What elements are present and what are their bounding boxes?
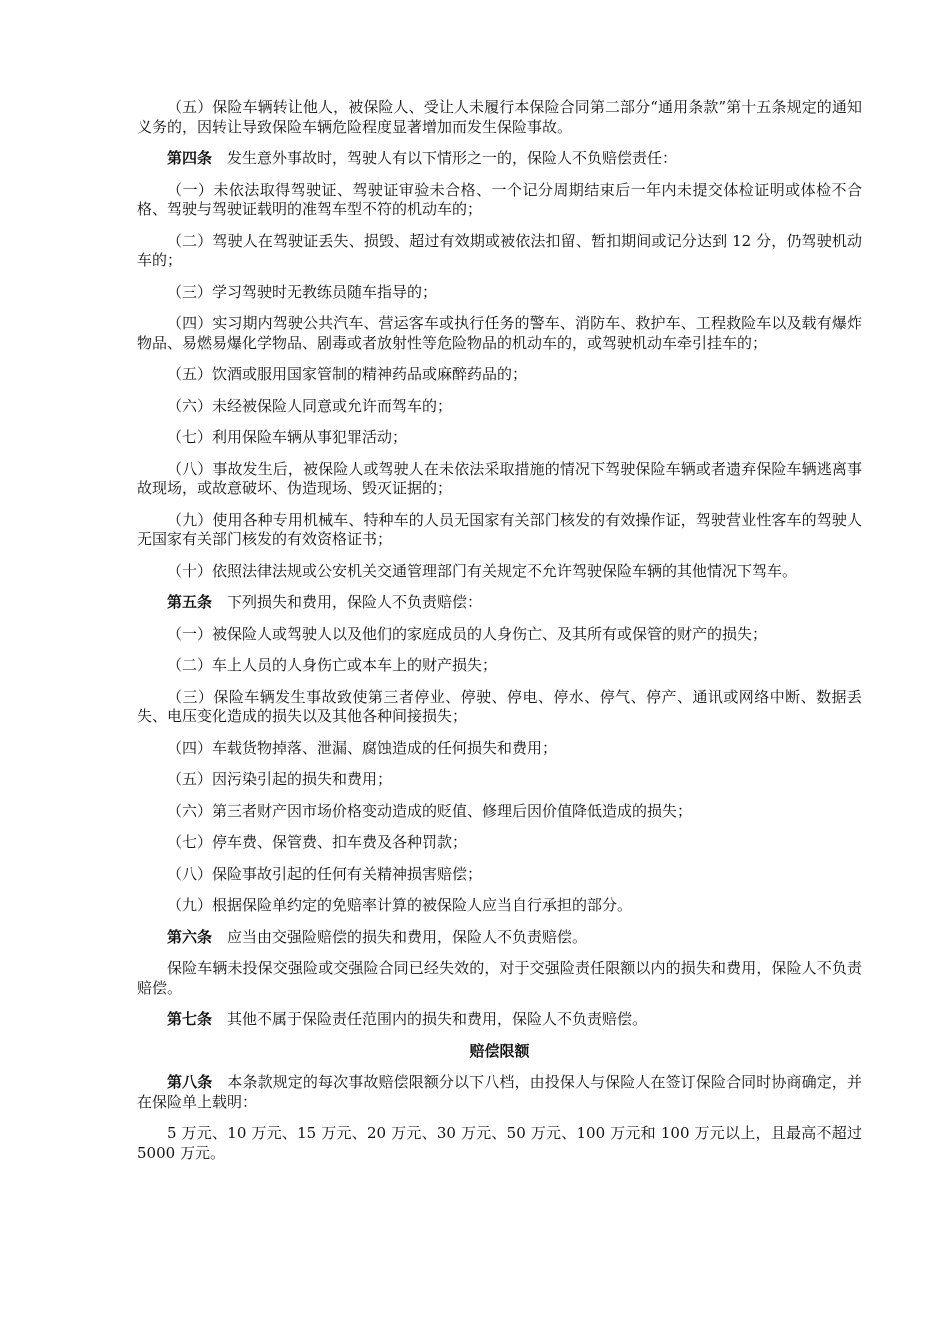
clause-paragraph [137, 1124, 862, 1163]
paragraph-text: （二）车上人员的人身伤亡或本车上的财产损失； [167, 656, 498, 674]
article-paragraph [137, 928, 862, 948]
clause-paragraph [137, 688, 862, 727]
paragraph-text: （六）未经被保险人同意或允许而驾车的； [167, 396, 453, 415]
article-number: 第六条 [167, 927, 213, 946]
paragraph-text: （四）车载货物掉落、泄漏、腐蚀造成的任何损失和费用； [167, 738, 558, 757]
paragraph-text: （九）根据保险单约定的免赔率计算的被保险人应当自行承担的部分。 [167, 896, 633, 914]
clause-paragraph [137, 865, 862, 885]
article-paragraph [137, 1010, 862, 1030]
clause-paragraph [137, 656, 862, 676]
clause-paragraph [137, 232, 862, 271]
article-number: 第五条 [167, 593, 213, 611]
paragraph-text: （九）使用各种专用机械车、特种车的人员无国家有关部门核发的有效操作证，驾驶营业性客车的驾驶人无国家有关部门核发的有效资格证书； [137, 510, 862, 548]
paragraph-text: 其他不属于保险责任范围内的损失和费用，保险人不负责赔偿。 [227, 1010, 648, 1028]
clause-paragraph [137, 625, 862, 645]
clause-paragraph [137, 802, 862, 822]
paragraph-text: 5 万元、10 万元、15 万元、20 万元、30 万元、50 万元、100 万元和 100 万元以上，且最高不超过 5000 万元。 [137, 1124, 862, 1162]
clause-paragraph [137, 460, 862, 499]
section-heading: 赔偿限额 [469, 1041, 530, 1060]
clauses-block [137, 98, 862, 1030]
clause-paragraph [137, 283, 862, 303]
paragraph-text: （四）实习期内驾驶公共汽车、营运客车或执行任务的警车、消防车、救护车、工程救险车以及载有爆炸物品、易燃易爆化学物品、剧毒或者放射性等危险物品的机动车的，或驾驶机动车牵引挂车的； [137, 314, 862, 352]
clause-paragraph [137, 896, 862, 916]
paragraph-text: （一）被保险人或驾驶人以及他们的家庭成员的人身伤亡、及其所有或保管的财产的损失； [167, 624, 768, 643]
limits-block [137, 1073, 862, 1163]
article-paragraph [137, 1073, 862, 1112]
paragraph-text: （八）保险事故引起的任何有关精神损害赔偿； [167, 864, 483, 883]
paragraph-text: 本条款规定的每次事故赔偿限额分以下八档，由投保人与保险人在签订保险合同时协商确定，并在保险单上载明： [137, 1073, 862, 1111]
article-paragraph [137, 593, 862, 613]
paragraph-text: （五）饮酒或服用国家管制的精神药品或麻醉药品的； [167, 365, 528, 383]
paragraph-text: （七）利用保险车辆从事犯罪活动； [167, 428, 408, 446]
clause-paragraph [137, 428, 862, 448]
paragraph-text: 应当由交强险赔偿的损失和费用，保险人不负责赔偿。 [227, 927, 588, 946]
clause-paragraph [137, 511, 862, 550]
clause-paragraph [137, 833, 862, 853]
article-paragraph [137, 149, 862, 169]
paragraph-text: 下列损失和费用，保险人不负责赔偿： [227, 593, 483, 611]
paragraph-text: 保险车辆未投保交强险或交强险合同已经失效的，对于交强险责任限额以内的损失和费用，保险人不负责赔偿。 [137, 959, 862, 997]
article-number: 第四条 [167, 149, 213, 167]
paragraph-text: （六）第三者财产因市场价格变动造成的贬值、修理后因价值降低造成的损失； [167, 801, 693, 820]
paragraph-text: （八）事故发生后，被保险人或驾驶人在未依法采取措施的情况下驾驶保险车辆或者遗弃保险车辆逃离事故现场，或故意破坏、伪造现场、毁灭证据的； [137, 459, 862, 497]
clause-paragraph [137, 98, 862, 137]
paragraph-text: （五）保险车辆转让他人，被保险人、受让人未履行本保险合同第二部分“通用条款”第十五条规定的通知义务的，因转让导致保险车辆危险程度显著增加而发生保险事故。 [137, 98, 862, 136]
paragraph-text: （十）依照法律法规或公安机关交通管理部门有关规定不允许驾驶保险车辆的其他情况下驾车。 [167, 561, 798, 580]
article-number: 第七条 [167, 1010, 213, 1028]
clause-paragraph [137, 397, 862, 417]
clause-paragraph [137, 770, 862, 790]
clause-paragraph [137, 181, 862, 220]
clause-paragraph [137, 739, 862, 759]
paragraph-text: 发生意外事故时，驾驶人有以下情形之一的，保险人不负赔偿责任： [227, 149, 678, 167]
paragraph-text: （二）驾驶人在驾驶证丢失、损毁、超过有效期或被依法扣留、暂扣期间或记分达到 12 分，仍驾驶机动车的； [137, 231, 862, 269]
clause-paragraph [137, 314, 862, 353]
paragraph-text: （七）停车费、保管费、扣车费及各种罚款； [167, 833, 468, 851]
clause-paragraph [137, 562, 862, 582]
clause-paragraph [137, 959, 862, 998]
document-page [137, 98, 862, 1175]
clause-paragraph [137, 365, 862, 385]
paragraph-text: （三）学习驾驶时无教练员随车指导的； [167, 282, 438, 301]
paragraph-text: （三）保险车辆发生事故致使第三者停业、停驶、停电、停水、停气、停产、通讯或网络中断、数据丢失、电压变化造成的损失以及其他各种间接损失； [137, 687, 862, 725]
paragraph-text: （五）因污染引起的损失和费用； [167, 770, 393, 788]
article-number: 第八条 [167, 1073, 213, 1091]
paragraph-text: （一）未依法取得驾驶证、驾驶证审验未合格、一个记分周期结束后一年内未提交体检证明或体检不合格、驾驶与驾驶证载明的准驾车型不符的机动车的； [137, 180, 862, 218]
